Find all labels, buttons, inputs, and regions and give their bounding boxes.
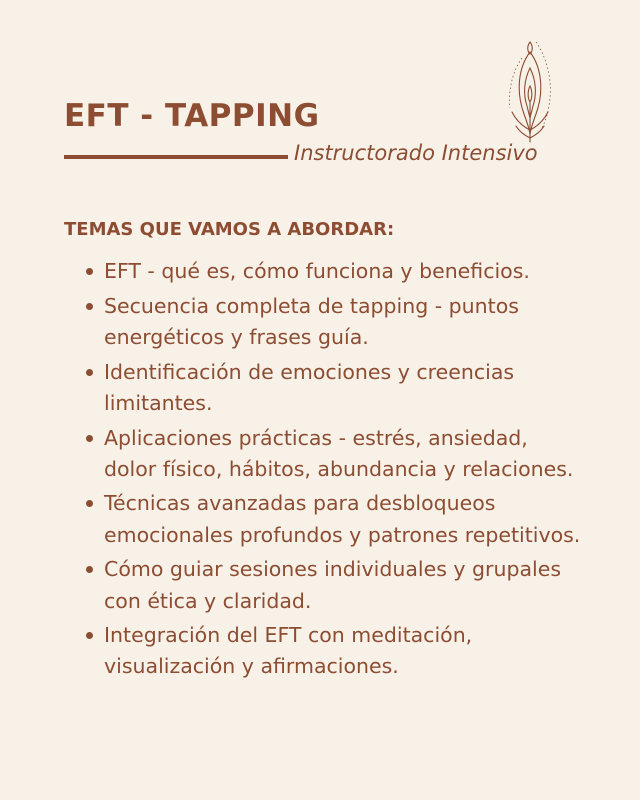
topic-item: Identificación de emociones y creencias limitantes.: [82, 357, 582, 419]
page-subtitle: Instructorado Intensivo: [294, 141, 538, 165]
topics-list: [82, 256, 582, 686]
topic-item: Secuencia completa de tapping - puntos energéticos y frases guía.: [82, 291, 582, 353]
topic-item: Cómo guiar sesiones individuales y grupales con ética y claridad.: [82, 554, 582, 616]
topic-item: Integración del EFT con meditación, visualización y afirmaciones.: [82, 620, 582, 682]
feather-icon: [500, 38, 560, 144]
topic-item: EFT - qué es, cómo funciona y beneficios.: [82, 256, 582, 287]
topic-item: Técnicas avanzadas para desbloqueos emocionales profundos y patrones repetitivos.: [82, 488, 582, 550]
topic-item: Aplicaciones prácticas - estrés, ansiedad, dolor físico, hábitos, abundancia y relaciones.: [82, 423, 582, 485]
page-title: EFT - TAPPING: [64, 98, 320, 134]
topics-heading: TEMAS QUE VAMOS A ABORDAR:: [64, 219, 395, 240]
title-underline: [64, 155, 288, 159]
